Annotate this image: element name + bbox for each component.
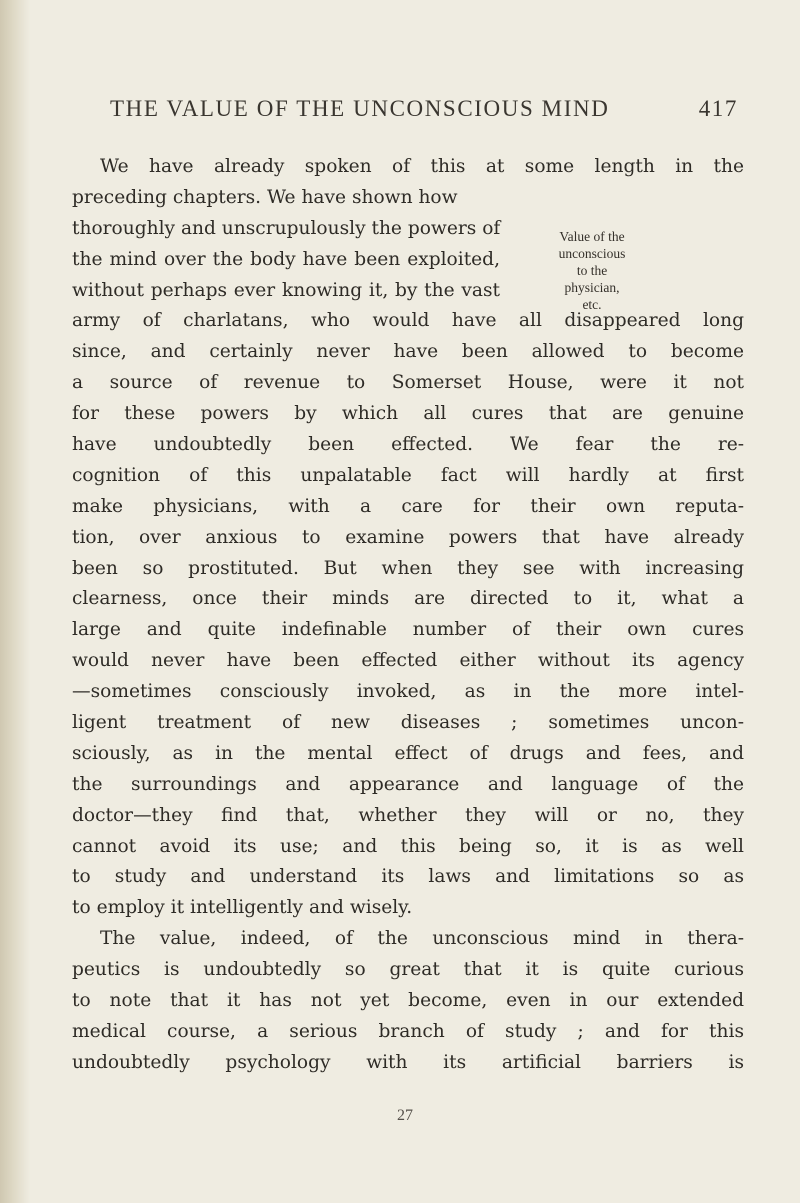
page-gutter-shadow [0, 0, 30, 1203]
signature-mark: 27 [397, 1107, 413, 1124]
margin-note-line: Value of the [559, 229, 625, 244]
margin-note-line: etc. [582, 297, 602, 312]
text-line: We have already spoken of this at some length in the [100, 156, 744, 177]
text-line: thoroughly and unscrupulously the powers of [72, 217, 501, 239]
text-line: undoubtedly psychology with its artificial barriers is [72, 1051, 744, 1073]
text-line: been so prostituted. But when they see with increasing [72, 557, 744, 579]
text-line: army of charlatans, who would have all disappeared long [72, 310, 744, 332]
text-line: make physicians, with a care for their own reputa- [72, 495, 744, 517]
text-line: medical course, a serious branch of study ; and for this [72, 1020, 744, 1042]
text-line: have undoubtedly been effected. We fear the re- [72, 434, 744, 456]
running-header [110, 96, 738, 122]
text-line: to employ it intelligently and wisely. [72, 897, 413, 919]
text-line: for these powers by which all cures that are genuine [72, 403, 744, 425]
text-line: cannot avoid its use; and this being so, it is as well [72, 835, 744, 857]
body-text [72, 152, 744, 1079]
text-line: preceding chapters. We have shown how [72, 186, 458, 208]
text-line: ligent treatment of new diseases ; sometimes uncon- [72, 712, 744, 734]
text-line: since, and certainly never have been allowed to become [72, 341, 744, 363]
running-title: THE VALUE OF THE UNCONSCIOUS MIND [110, 96, 610, 121]
text-line: without perhaps ever knowing it, by the vast [72, 279, 500, 301]
text-line: sciously, as in the mental effect of drugs and fees, and [72, 742, 744, 764]
text-line: tion, over anxious to examine powers that have already [72, 526, 744, 548]
margin-note-line: physician, [564, 280, 620, 295]
text-line: large and quite indefinable number of their own cures [72, 619, 744, 641]
margin-note-line: unconscious [558, 246, 626, 261]
text-line: doctor—they find that, whether they will or no, they [72, 804, 744, 826]
text-line: clearness, once their minds are directed to it, what a [72, 588, 744, 610]
text-line: the surroundings and appearance and language of the [72, 773, 744, 795]
text-line: cognition of this unpalatable fact will hardly at first [72, 464, 744, 486]
page-number: 417 [698, 96, 738, 121]
text-line: would never have been effected either without its agency [72, 650, 744, 672]
margin-note-line: to the [576, 263, 608, 278]
text-line: a source of revenue to Somerset House, were it not [72, 372, 744, 394]
text-line: to study and understand its laws and limitations so as [72, 866, 744, 888]
text-line: the mind over the body have been exploited, [72, 248, 500, 270]
text-line: to note that it has not yet become, even in our extended [72, 990, 744, 1012]
text-line: The value, indeed, of the unconscious mind in thera- [100, 928, 744, 950]
text-line: peutics is undoubtedly so great that it is quite curious [72, 959, 744, 981]
text-line: —sometimes consciously invoked, as in the more intel- [72, 681, 744, 703]
